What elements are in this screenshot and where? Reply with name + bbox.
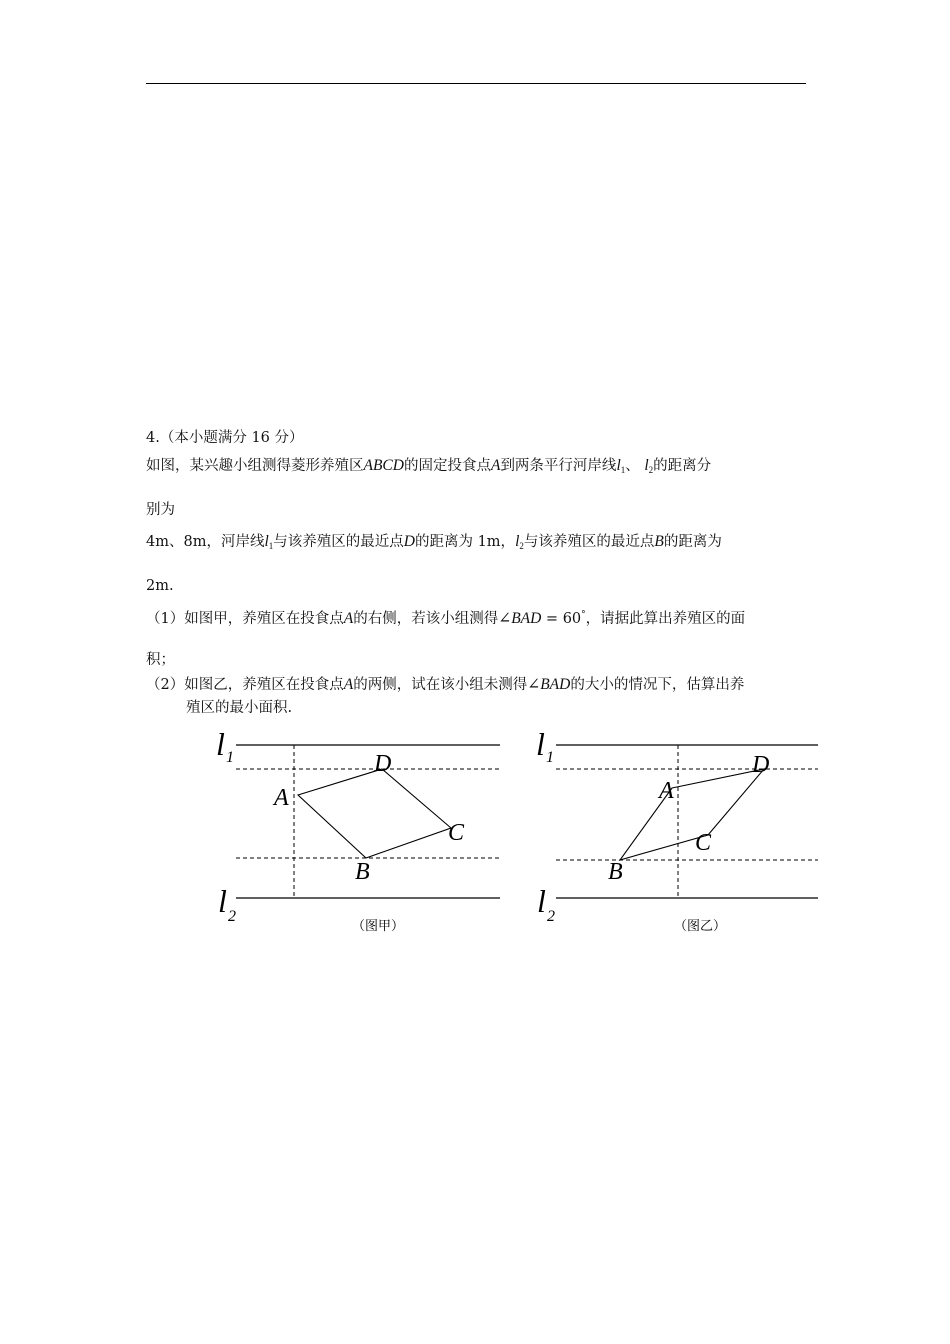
vertex-A: A	[274, 785, 289, 811]
vertex-D: D	[752, 752, 770, 778]
text: （1）如图甲，养殖区在投食点	[146, 611, 344, 627]
figure-2-caption: （图乙）	[674, 919, 727, 934]
text: 的固定投食点	[403, 458, 491, 474]
vertex-C: C	[695, 830, 712, 856]
line-l2: $l_2$	[644, 457, 654, 475]
angle-value: = 60	[541, 611, 582, 627]
l1-label: l	[536, 726, 545, 762]
l2-subscript: 2	[228, 908, 236, 925]
text: 的距离为 1m，	[414, 534, 516, 550]
question-1-cont: 积；	[146, 652, 175, 668]
point-A: A	[343, 610, 354, 627]
line-l1: $l_1$	[264, 533, 274, 551]
vertex-C: C	[448, 820, 465, 846]
l2-subscript: 2	[547, 908, 555, 925]
text: 的距离分	[653, 458, 712, 474]
angle-BAD: ∠BAD	[498, 610, 542, 627]
text: 到两条平行河岸线	[500, 458, 617, 474]
point-D: D	[403, 533, 415, 550]
l1-subscript: 1	[226, 749, 234, 766]
text: 如图，某兴趣小组测得菱形养殖区	[146, 458, 364, 474]
point-A: A	[343, 676, 354, 693]
text: 的距离为	[663, 534, 722, 550]
l2-label: l	[537, 883, 546, 919]
rhombus-label: ABCD	[363, 457, 404, 474]
text: 与该养殖区的最近点	[523, 534, 655, 550]
separator: 、	[625, 458, 640, 474]
point-A: A	[490, 457, 501, 474]
text: （2）如图乙，养殖区在投食点	[146, 677, 344, 693]
degree-sign: °	[581, 610, 586, 620]
l2-label: l	[218, 883, 227, 919]
figure-2-labels	[536, 726, 769, 934]
question-2-cont: 殖区的最小面积.	[186, 700, 293, 716]
line-l1: $l_1$	[616, 457, 626, 475]
problem-line-2: 别为	[146, 502, 175, 518]
text: 与该养殖区的最近点	[273, 534, 404, 550]
text: 4m、8m，河岸线	[146, 534, 265, 550]
problem-number: 4.（本小题满分 16 分）	[146, 430, 304, 446]
text: ，请据此算出养殖区的面	[585, 611, 746, 627]
figure-1-caption: （图甲）	[352, 919, 405, 934]
point-B: B	[654, 533, 664, 550]
figure-2	[556, 745, 818, 898]
text: 的右侧，若该小组测得	[353, 611, 499, 627]
l1-subscript: 1	[546, 749, 554, 766]
rhombus-ABCD	[298, 769, 451, 858]
rhombus-ABCD	[620, 769, 764, 860]
vertex-B: B	[608, 859, 623, 885]
figure-1-labels	[216, 726, 465, 934]
text: 的两侧，试在该小组未测得	[353, 677, 528, 693]
vertex-D: D	[374, 751, 392, 777]
problem-line-4: 2m.	[146, 578, 174, 594]
vertex-B: B	[355, 859, 370, 885]
l1-label: l	[216, 726, 225, 762]
text: 的大小的情况下，估算出养	[570, 677, 745, 693]
line-l2: $l_2$	[515, 533, 524, 551]
angle-BAD: ∠BAD	[527, 676, 571, 693]
vertex-A: A	[659, 778, 674, 804]
